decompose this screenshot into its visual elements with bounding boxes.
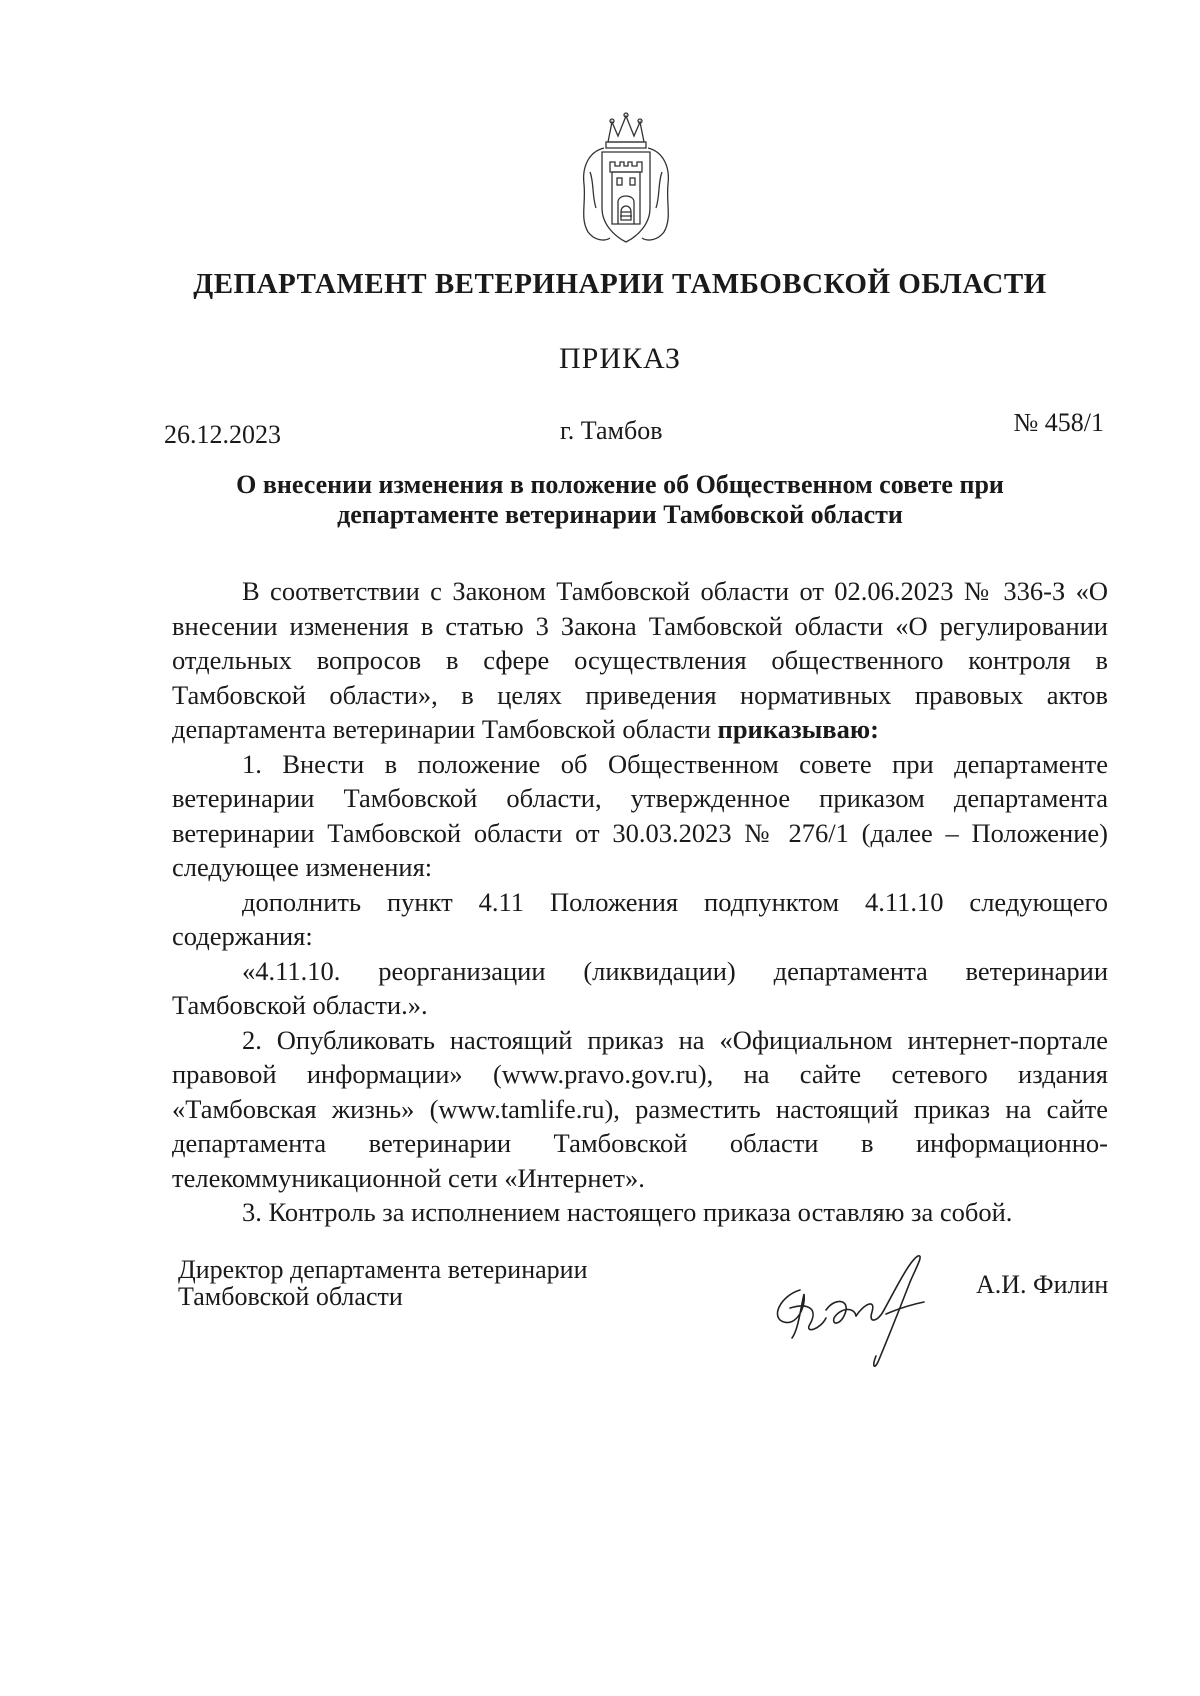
order-body: [172, 574, 1108, 1230]
coat-of-arms-icon: [574, 112, 678, 250]
position-line-2: Тамбовской области: [178, 1282, 403, 1311]
handwritten-signature: [760, 1238, 960, 1374]
item-1-sub: дополнить пункт 4.11 Положения подпунктом 4.11.10 следующего содержания:: [172, 886, 1108, 951]
item-1-quote: «4.11.10. реорганизации (ликвидации) департамента ветеринарии Тамбовской области.».: [172, 955, 1108, 1020]
intro-text: В соответствии с Законом Тамбовской области от 02.06.2023 № 336-З «О внесении изменения в статью 3 Закона Тамбовской области «О регулировании отдельных вопросов в сфере осуществления общественного контроля в Тамбовской области», в целях приведения нормативных правовых актов департамента ветеринарии Тамбовской области: [172, 576, 1108, 744]
item-1: 1. Внести в положение об Общественном совете при департаменте ветеринарии Тамбовской области, утвержденное приказом департамента ветеринарии Тамбовской области от 30.03.2023 № 276/1 (далее – Положение) следующее изменения:: [172, 748, 1108, 882]
order-date: 26.12.2023: [164, 420, 281, 449]
signer-name: А.И. Филин: [976, 1270, 1109, 1299]
item-3: 3. Контроль за исполнением настоящего приказа оставляю за собой.: [242, 1197, 1013, 1227]
signer-position: [178, 1256, 588, 1310]
subject-line-1: О внесении изменения в положение об Общественном совете при: [236, 470, 1004, 499]
item-2: 2. Опубликовать настоящий приказ на «Официальном интернет-портале правовой информации» (www.pravo.gov.ru), на сайте сетевого издания «Тамбовская жизнь» (www.tamlife.ru), разместить настоящий приказ на сайте департамента ветеринарии Тамбовской области в информационно-телекоммуникационной сети «Интернет».: [172, 1024, 1108, 1193]
order-subject: [160, 470, 1080, 530]
department-title: ДЕПАРТАМЕНТ ВЕТЕРИНАРИИ ТАМБОВСКОЙ ОБЛАСТИ: [193, 268, 1047, 300]
order-number: № 458/1: [1013, 408, 1104, 437]
order-city: г. Тамбов: [560, 416, 663, 445]
intro-paragraph: [172, 574, 1108, 747]
subject-line-2: департаменте ветеринарии Тамбовской области: [337, 500, 903, 529]
order-verb: приказываю:: [717, 714, 879, 744]
document-type: ПРИКАЗ: [559, 342, 681, 375]
position-line-1: Директор департамента ветеринарии: [178, 1255, 588, 1284]
